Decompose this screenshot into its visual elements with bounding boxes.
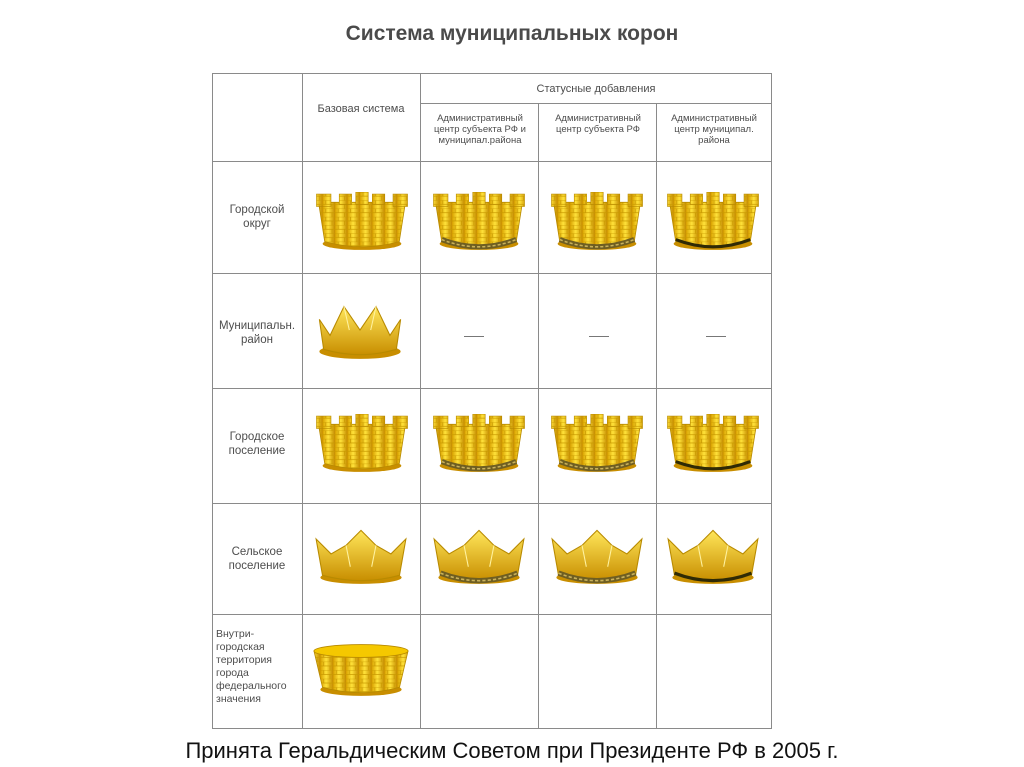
crown-wall-plain-icon — [307, 636, 415, 698]
crown-rural-band-icon — [659, 524, 767, 586]
crown-walls-icon — [310, 192, 414, 252]
crown-walls-wreath-icon — [427, 192, 531, 252]
crown-walls-band-icon — [661, 414, 765, 474]
row-label-urban-settlement: Городское поселение — [228, 431, 286, 457]
header-base: Базовая система — [317, 103, 405, 115]
crown-table — [212, 73, 772, 729]
crown-rural-wreath-icon — [425, 524, 533, 586]
empty-dash — [706, 336, 726, 337]
crown-walls-wreath-icon — [545, 414, 649, 474]
crown-walls-icon — [310, 414, 414, 474]
empty-dash — [464, 336, 484, 337]
header-sub-2: Административный центр субъекта РФ — [555, 113, 641, 135]
empty-dash — [589, 336, 609, 337]
header-status: Статусные добавления — [536, 83, 656, 95]
crown-walls-wreath-icon — [545, 192, 649, 252]
crown-rural-icon — [307, 524, 415, 586]
row-label-rural-settlement: Сельское поселение — [228, 546, 286, 572]
row-label-city-district: Городской округ — [229, 204, 285, 230]
crown-rural-wreath-icon — [543, 524, 651, 586]
crown-walls-wreath-icon — [427, 414, 531, 474]
header-sub-1: Административный центр субъекта РФ и муниципал.района — [434, 113, 526, 146]
row-label-intracity-territory: Внутри-городская территория города федерального значения — [216, 628, 287, 705]
caption: Принята Геральдическим Советом при Президенте РФ в 2005 г. — [185, 738, 839, 763]
crown-walls-band-icon — [661, 192, 765, 252]
page-title: Система муниципальных корон — [345, 22, 679, 45]
crown-spikes-icon — [306, 298, 414, 360]
row-label-municipal-district: Муниципальн. район — [218, 320, 296, 346]
header-sub-3: Административный центр муниципал. района — [671, 113, 757, 146]
